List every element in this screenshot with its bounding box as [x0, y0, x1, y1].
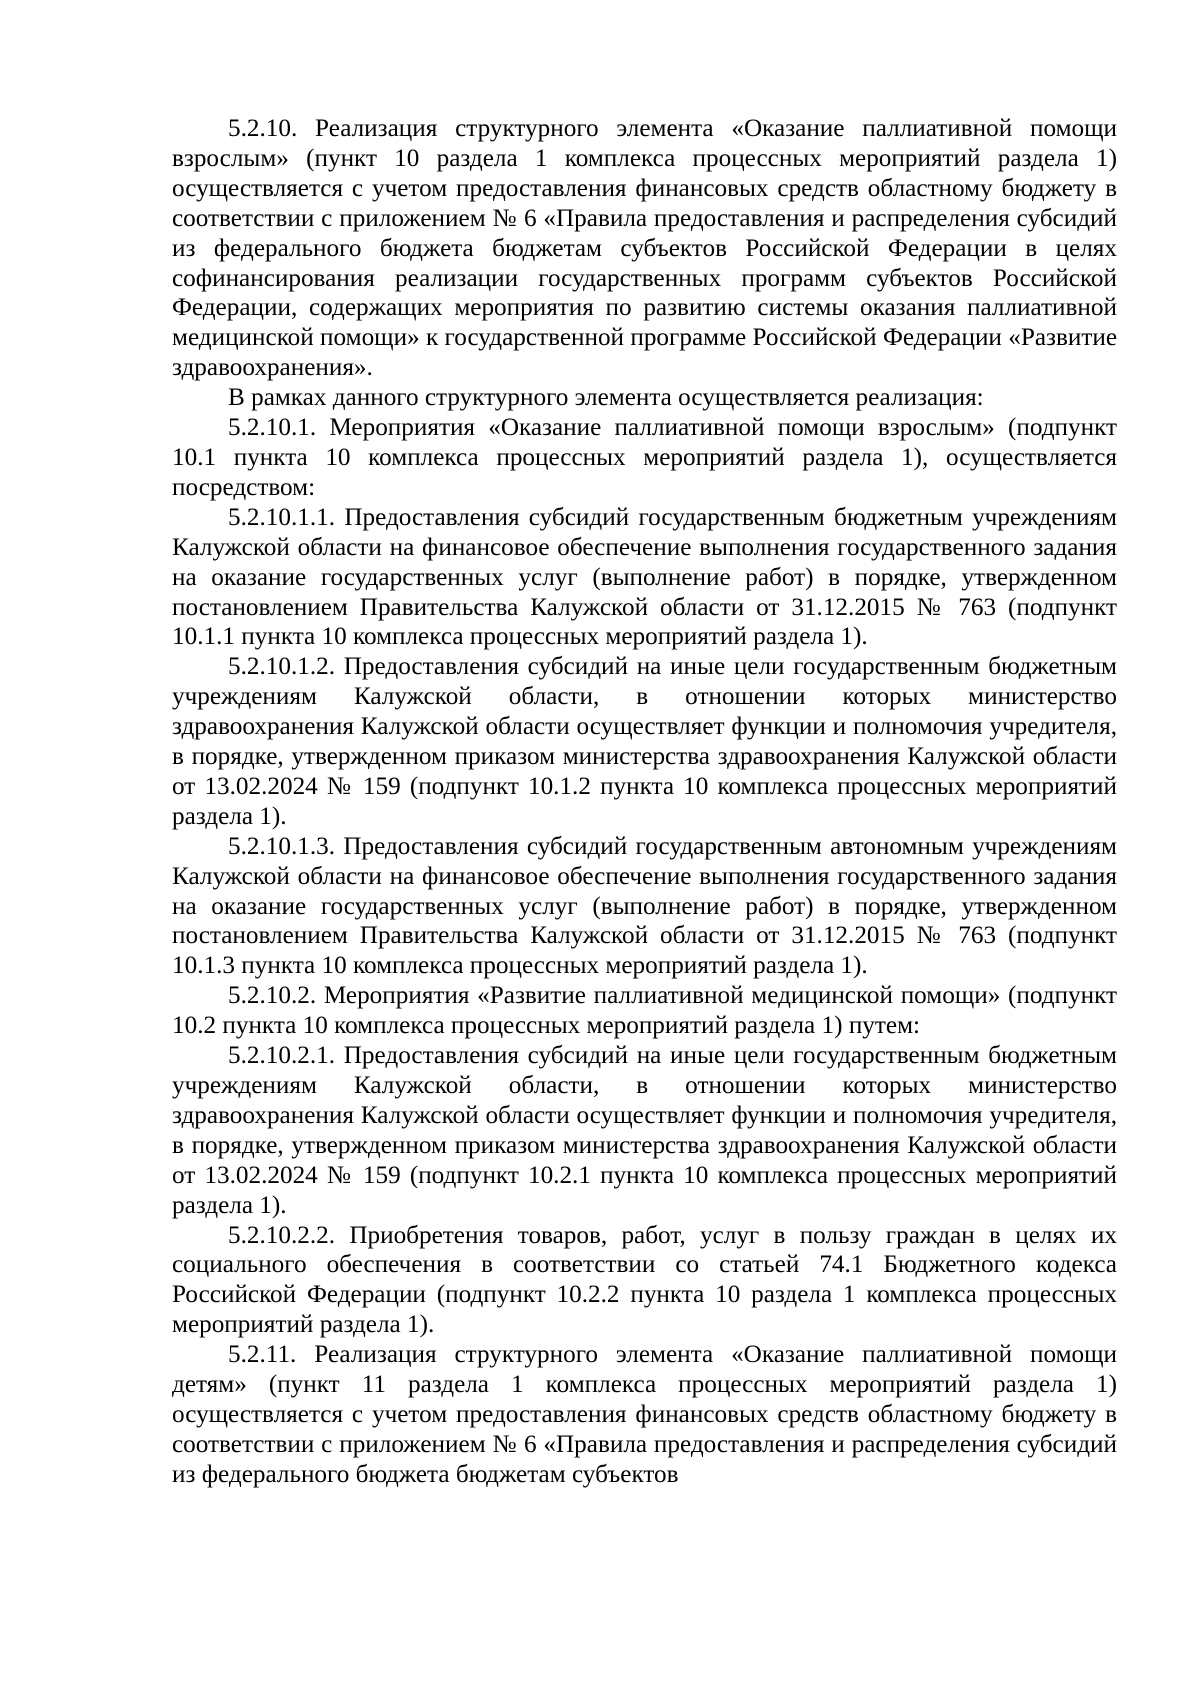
paragraph-5-2-10-2: 5.2.10.2. Мероприятия «Развитие паллиативной медицинской помощи» (подпункт 10.2 пункта 10 комплекса процессных мероприятий раздела 1) путем: — [172, 982, 1117, 1040]
paragraph-5-2-10-2-1: 5.2.10.2.1. Предоставления субсидий на иные цели государственным бюджетным учреждениям Калужской области, в отношении которых министерство здравоохранения Калужской области осуществляет функции и полномочия учредителя, в порядке, утвержденном приказом министерства здравоохранения Калужской области от 13.02.2024 № 159 (подпункт 10.2.1 пункта 10 комплекса процессных мероприятий раздела 1). — [172, 1042, 1117, 1219]
paragraph-5-2-10-2-2: 5.2.10.2.2. Приобретения товаров, работ, услуг в пользу граждан в целях их социального обеспечения в соответствии со статьей 74.1 Бюджетного кодекса Российской Федерации (подпункт 10.2.2 пункта 10 раздела 1 комплекса процессных мероприятий раздела 1). — [172, 1221, 1117, 1339]
paragraph-5-2-10: 5.2.10. Реализация структурного элемента «Оказание паллиативной помощи взрослым» (пункт 10 раздела 1 комплекса процессных мероприятий раздела 1) осуществляется с учетом предоставления финансовых средств областному бюджету в соответствии с приложением № 6 «Правила предоставления и распределения субсидий из федерального бюджета бюджетам субъектов Российской Федерации в целях софинансирования реализации государственных программ субъектов Российской Федерации, содержащих мероприятия по развитию системы оказания паллиативной медицинской помощи» к государственной программе Российской Федерации «Развитие здравоохранения». — [172, 115, 1117, 382]
paragraph-5-2-10-1-1: 5.2.10.1.1. Предоставления субсидий государственным бюджетным учреждениям Калужской области на финансовое обеспечение выполнения государственного задания на оказание государственных услуг (выполнение работ) в порядке, утвержденном постановлением Правительства Калужской области от 31.12.2015 № 763 (подпункт 10.1.1 пункта 10 комплекса процессных мероприятий раздела 1). — [172, 503, 1117, 651]
paragraph-5-2-10-1: 5.2.10.1. Мероприятия «Оказание паллиативной помощи взрослым» (подпункт 10.1 пункта 10 комплекса процессных мероприятий раздела 1), осуществляется посредством: — [172, 414, 1117, 501]
paragraph-5-2-10-1-2: 5.2.10.1.2. Предоставления субсидий на иные цели государственным бюджетным учреждениям Калужской области, в отношении которых министерство здравоохранения Калужской области осуществляет функции и полномочия учредителя, в порядке, утвержденном приказом министерства здравоохранения Калужской области от 13.02.2024 № 159 (подпункт 10.1.2 пункта 10 комплекса процессных мероприятий раздела 1). — [172, 653, 1117, 830]
paragraph-5-2-11: 5.2.11. Реализация структурного элемента «Оказание паллиативной помощи детям» (пункт 11 раздела 1 комплекса процессных мероприятий раздела 1) осуществляется с учетом предоставления финансовых средств областному бюджету в соответствии с приложением № 6 «Правила предоставления и распределения субсидий из федерального бюджета бюджетам субъектов — [172, 1341, 1117, 1488]
document-body — [172, 114, 1117, 1490]
paragraph-5-2-10-1-3: 5.2.10.1.3. Предоставления субсидий государственным автономным учреждениям Калужской области на финансовое обеспечение выполнения государственного задания на оказание государственных услуг (выполнение работ) в порядке, утвержденном постановлением Правительства Калужской области от 31.12.2015 № 763 (подпункт 10.1.3 пункта 10 комплекса процессных мероприятий раздела 1). — [172, 832, 1117, 980]
paragraph-implementation-intro: В рамках данного структурного элемента осуществляется реализация: — [228, 384, 984, 412]
